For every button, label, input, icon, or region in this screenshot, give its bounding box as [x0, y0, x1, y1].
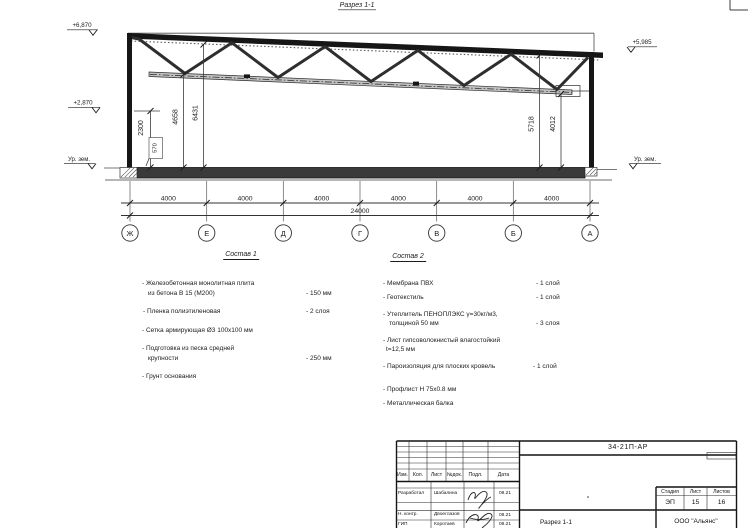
col-header-data: Дата: [497, 471, 510, 478]
list-item-value: - 150 мм: [306, 290, 332, 297]
doc-number: 34-21П-АР: [607, 443, 649, 451]
list-item-line: - Металлическая балка: [383, 400, 454, 407]
list-item-line: - Профлист Н 75x0.8 мм: [383, 386, 457, 393]
axis-bubbles: [122, 225, 598, 241]
list-item-value: - 3 слоя: [536, 320, 560, 327]
list-item-line: - Подготовка из песка средней: [142, 345, 235, 352]
dim-5718: 5718: [528, 116, 536, 132]
axis-label: Ж: [126, 228, 134, 238]
gusset-plate: [413, 82, 419, 86]
ground-level-label: Ур. зем.: [633, 157, 657, 163]
dim-4012: 4012: [550, 116, 557, 132]
row-role: ГИП: [398, 521, 408, 527]
elevation-value: +6,870: [72, 22, 92, 29]
row-role: Разработал: [398, 490, 425, 496]
list-item-line: - Мембрана ПВХ: [383, 280, 434, 287]
dim-bay-label: 4000: [390, 195, 406, 203]
axis-label: А: [587, 228, 593, 238]
list-item-value: - 1 слой: [536, 280, 560, 287]
dim-570: 570: [152, 143, 159, 153]
foundation-hatch-left: [120, 168, 137, 179]
list-item-line: - Пароизоляция для плоских кровель: [383, 363, 496, 370]
list-item-line: - Геотекстиль: [383, 294, 424, 301]
left-column: [127, 33, 132, 168]
axis-label: Е: [204, 228, 210, 238]
list-item-line: - Железобетонная монолитная плита: [142, 280, 255, 287]
elevation-value: +2,870: [73, 99, 93, 107]
vertical-dims-right: [537, 53, 565, 171]
stage-label: Стадия: [661, 488, 679, 495]
elevation-arrow-icon: [627, 47, 635, 52]
col-header-kol: Кол.: [412, 471, 424, 478]
axis-label: Г: [357, 228, 363, 238]
sheets-value: 16: [717, 499, 726, 506]
axis-label: Д: [280, 228, 286, 238]
sheet-value: 15: [691, 499, 700, 506]
list-item-line: - Пленка полиэтиленовая: [143, 308, 221, 315]
drawing-title: [338, 2, 376, 10]
list-item-value: - 1 слой: [533, 363, 557, 370]
sheet-label: Лист: [689, 488, 702, 495]
drawing-name: Разрез 1-1: [540, 518, 572, 526]
right-column: [589, 52, 594, 168]
ground-level-label: Ур. зем.: [67, 157, 91, 163]
signature-scribbles: [466, 491, 492, 528]
row-name: Двоеглазов: [434, 512, 460, 517]
list-item-line: t=12,5 мм: [386, 346, 415, 353]
frame-corner-fragment: [730, 0, 748, 10]
elevation-mark-mid-left: [68, 100, 100, 113]
list-item-line: крупности: [148, 355, 179, 362]
col-header-ndok: №док.: [446, 471, 463, 478]
sostav2-title: Состав 2: [392, 253, 424, 260]
stray-dot: [587, 496, 589, 498]
row-date: 08.21: [499, 512, 512, 518]
list-item-line: толщиной 50 мм: [389, 320, 439, 327]
stage-value: ЭП: [665, 499, 675, 506]
dim-bay-label: 4000: [544, 195, 560, 203]
list-item-line: из бетона В 15 (М200): [148, 290, 215, 297]
dim-bay-label: 4000: [467, 195, 483, 203]
roof-top-chord: [127, 33, 603, 60]
foundation-hatch-right: [585, 168, 597, 177]
col-header-podl: Подл.: [468, 471, 483, 478]
row-name: Шабалина: [434, 490, 458, 496]
dim-6431: 6431: [192, 105, 200, 121]
elevation-arrow-icon: [92, 108, 100, 113]
list-item-line: - Сетка армирующая Ø3 100x100 мм: [142, 327, 253, 334]
ground-level-mark-left: [64, 157, 96, 169]
ground-level-mark-right: [629, 157, 661, 169]
list-item-line: - Утеплитель ПЕНОПЛЭКС γ=30кг/м3,: [383, 311, 498, 318]
sostav1-title: Состав 1: [225, 251, 257, 258]
elevation-arrow-icon: [629, 164, 637, 169]
dim-2300: 2300: [138, 120, 145, 136]
list-item-value: - 2 слоя: [306, 308, 330, 315]
row-role: Н. контр.: [398, 512, 418, 517]
row-name: Коротаев: [434, 521, 455, 527]
truss-bottom-chord: [149, 72, 590, 97]
elevation-mark-top-right: [627, 39, 657, 52]
drawing-title-text: Разрез 1-1: [339, 2, 375, 9]
col-header-izm: Изм.: [396, 471, 409, 478]
axis-label: Б: [510, 228, 516, 238]
list-item-line: - Лист гипсоволокнистый влагостойкий: [383, 337, 501, 344]
list-item-value: - 1 слой: [536, 294, 560, 301]
list-item-value: - 250 мм: [306, 355, 332, 362]
dim-4658: 4658: [172, 109, 180, 125]
elevation-value: +5,985: [632, 39, 652, 46]
list-item-line: - Грунт основания: [142, 373, 197, 380]
elevation-arrow-icon: [89, 30, 97, 35]
dim-bay-label: 4000: [314, 195, 330, 203]
row-date: 08.21: [499, 522, 512, 527]
company-name: ООО "Альянс": [674, 518, 718, 525]
dim-bay-label: 4000: [237, 195, 253, 203]
dim-bay-label: 4000: [160, 195, 176, 203]
dim-total-label: 24000: [350, 208, 370, 215]
elevation-mark-top-left: [67, 22, 98, 35]
axis-label: В: [434, 228, 440, 238]
row-date: 08.21: [499, 491, 512, 496]
sheets-label: Листов: [713, 488, 730, 495]
elevation-arrow-icon: [88, 164, 96, 169]
col-header-list: Лист: [430, 471, 443, 478]
gusset-plate: [244, 74, 250, 78]
